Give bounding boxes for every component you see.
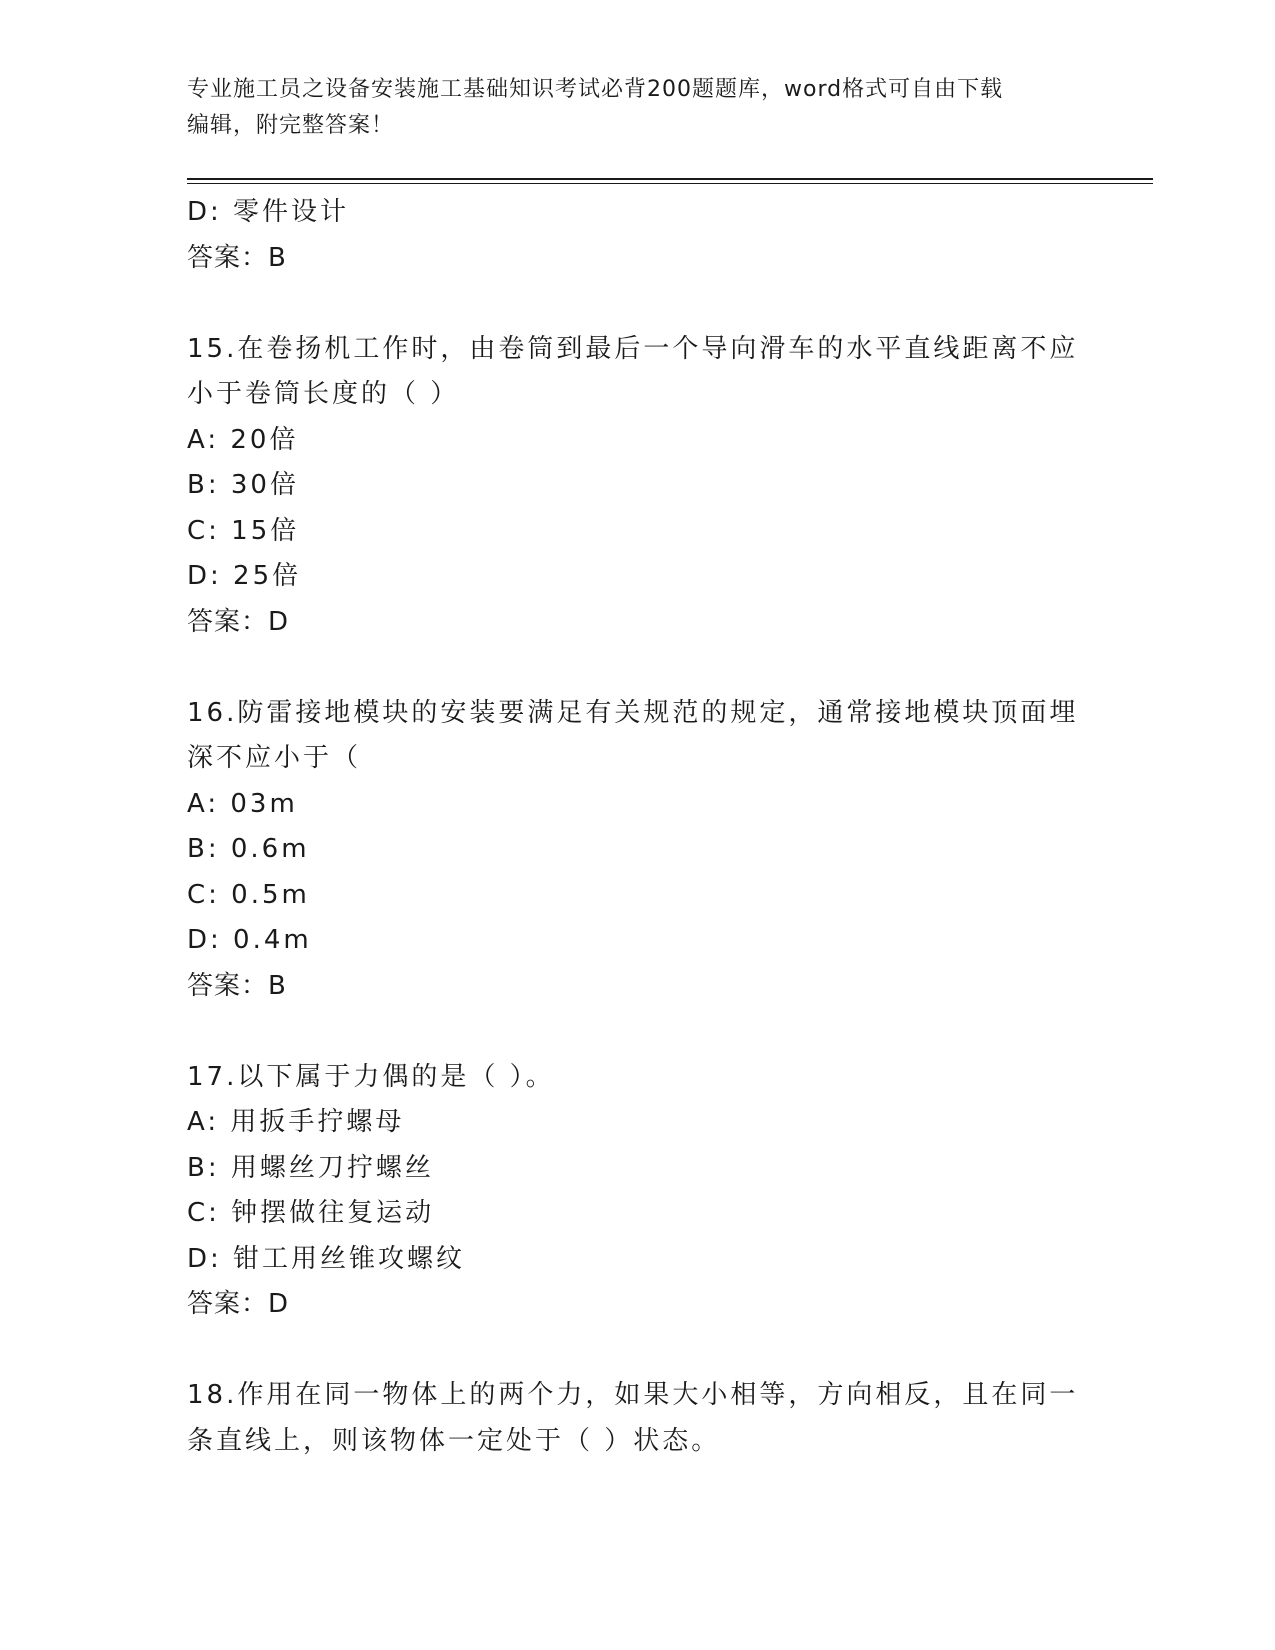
question-15-text-line-2: 小于卷筒长度的（ ） [187, 379, 460, 409]
question-16 [187, 691, 1127, 1010]
header-line-2: 编辑，附完整答案！ [187, 113, 395, 138]
question-17-option-d: D: 钳工用丝锥攻螺纹 [187, 1243, 466, 1274]
question-18 [187, 1373, 1127, 1464]
question-17-option-b: B: 用螺丝刀拧螺丝 [187, 1152, 434, 1183]
question-18-text-line-1: 18.作用在同一物体上的两个力，如果大小相等，方向相反，且在同一 [187, 1380, 1079, 1410]
q14-answer: 答案：B [187, 242, 287, 273]
document-header [187, 72, 1087, 144]
question-16-option-b: B: 0.6m [187, 834, 310, 864]
question-17-option-a: A: 用扳手拧螺母 [187, 1107, 405, 1137]
question-16-option-c: C: 0.5m [187, 879, 310, 910]
q14-option-d: D: 零件设计 [187, 197, 350, 227]
question-15-answer: 答案：D [187, 606, 290, 637]
question-16-text-line-2: 深不应小于（ [187, 743, 362, 773]
question-17-answer: 答案：D [187, 1289, 290, 1319]
question-17-text-line-1: 17.以下属于力偶的是（ ）。 [187, 1061, 555, 1092]
header-rule-thin [187, 183, 1153, 184]
question-17-option-c: C: 钟摆做往复运动 [187, 1198, 435, 1228]
question-15-option-c: C: 15倍 [187, 515, 300, 546]
header-rule-thick [187, 178, 1153, 180]
question-16-option-d: D: 0.4m [187, 925, 312, 955]
question-16-answer: 答案：B [187, 970, 287, 1001]
question-17 [187, 1055, 1127, 1328]
question-15 [187, 327, 1127, 646]
question-18-text-line-2: 条直线上，则该物体一定处于（ ）状态。 [187, 1425, 721, 1456]
header-line-1: 专业施工员之设备安装施工基础知识考试必背200题题库，word格式可自由下载 [187, 77, 1004, 102]
question-15-option-b: B: 30倍 [187, 470, 299, 500]
question-15-option-d: D: 25倍 [187, 561, 302, 591]
question-list [187, 190, 1127, 1464]
question-15-text-line-1: 15.在卷扬机工作时，由卷筒到最后一个导向滑车的水平直线距离不应 [187, 333, 1079, 364]
question-15-option-a: A: 20倍 [187, 424, 299, 455]
question-16-text-line-1: 16.防雷接地模块的安装要满足有关规范的规定，通常接地模块顶面埋 [187, 697, 1079, 728]
question-16-option-a: A: 03m [187, 788, 298, 819]
